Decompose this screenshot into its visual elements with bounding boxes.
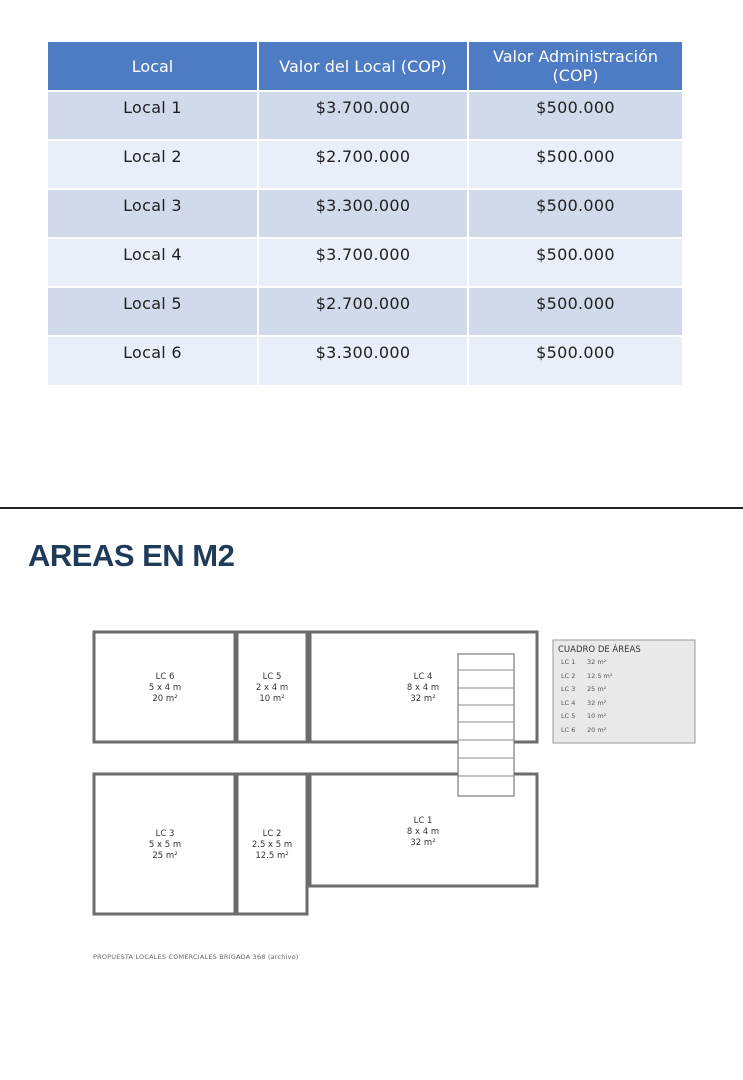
cell-local: Local 1 bbox=[48, 91, 258, 140]
cell-valor: $3.300.000 bbox=[258, 336, 468, 385]
lc3-dims: 5 x 5 m bbox=[148, 840, 182, 850]
legend-item-value: 25 m² bbox=[587, 685, 607, 693]
cell-valor: $2.700.000 bbox=[258, 287, 468, 336]
cell-local: Local 2 bbox=[48, 140, 258, 189]
header-valor-local: Valor del Local (COP) bbox=[258, 42, 468, 91]
legend-item-label: LC 5 bbox=[561, 712, 576, 720]
lc4-dims: 8 x 4 m bbox=[406, 683, 440, 693]
plan-caption: PROPUESTA LOCALES COMERCIALES BRIGADA 368 (archivo) bbox=[93, 953, 299, 961]
cell-valor: $3.700.000 bbox=[258, 91, 468, 140]
lc5-area: 10 m² bbox=[259, 694, 285, 704]
lc5-name: LC 5 bbox=[262, 672, 282, 682]
legend-item-label: LC 2 bbox=[561, 672, 576, 680]
cell-admin: $500.000 bbox=[468, 140, 682, 189]
lc4-name: LC 4 bbox=[413, 672, 433, 682]
lc4-area: 32 m² bbox=[410, 694, 436, 704]
lc2-name: LC 2 bbox=[262, 829, 282, 839]
lc1-area: 32 m² bbox=[410, 838, 436, 848]
header-local: Local bbox=[48, 42, 258, 91]
legend-item-value: 32 m² bbox=[587, 658, 607, 666]
cell-valor: $3.300.000 bbox=[258, 189, 468, 238]
header-valor-administracion: Valor Administración (COP) bbox=[468, 42, 682, 91]
legend-item-label: LC 3 bbox=[561, 685, 576, 693]
lc1-name: LC 1 bbox=[413, 816, 433, 826]
cell-admin: $500.000 bbox=[468, 91, 682, 140]
legend-item-label: LC 1 bbox=[561, 658, 576, 666]
areas-legend bbox=[553, 640, 695, 743]
cell-local: Local 3 bbox=[48, 189, 258, 238]
areas-title: AREAS EN M2 bbox=[28, 538, 235, 573]
legend-item-label: LC 4 bbox=[561, 699, 576, 707]
lc3-area: 25 m² bbox=[152, 851, 178, 861]
lc6-name: LC 6 bbox=[155, 672, 175, 682]
lc6-area: 20 m² bbox=[152, 694, 178, 704]
cell-admin: $500.000 bbox=[468, 287, 682, 336]
legend-item-value: 32 m² bbox=[587, 699, 607, 707]
legend-item-value: 20 m² bbox=[587, 726, 607, 734]
cell-admin: $500.000 bbox=[468, 189, 682, 238]
cell-valor: $3.700.000 bbox=[258, 238, 468, 287]
legend-title: CUADRO DE ÁREAS bbox=[558, 645, 641, 655]
cell-local: Local 5 bbox=[48, 287, 258, 336]
lc1-dims: 8 x 4 m bbox=[406, 827, 440, 837]
cell-admin: $500.000 bbox=[468, 336, 682, 385]
lc2-dims: 2.5 x 5 m bbox=[251, 840, 293, 850]
cell-local: Local 6 bbox=[48, 336, 258, 385]
legend-item-value: 10 m² bbox=[587, 712, 607, 720]
legend-item-value: 12.5 m² bbox=[587, 672, 613, 680]
lc6-dims: 5 x 4 m bbox=[148, 683, 182, 693]
staircase bbox=[458, 654, 514, 796]
lc5-dims: 2 x 4 m bbox=[255, 683, 289, 693]
lc3-name: LC 3 bbox=[155, 829, 175, 839]
lc2-area: 12.5 m² bbox=[255, 851, 289, 861]
cell-valor: $2.700.000 bbox=[258, 140, 468, 189]
cell-admin: $500.000 bbox=[468, 238, 682, 287]
cell-local: Local 4 bbox=[48, 238, 258, 287]
legend-item-label: LC 6 bbox=[561, 726, 576, 734]
